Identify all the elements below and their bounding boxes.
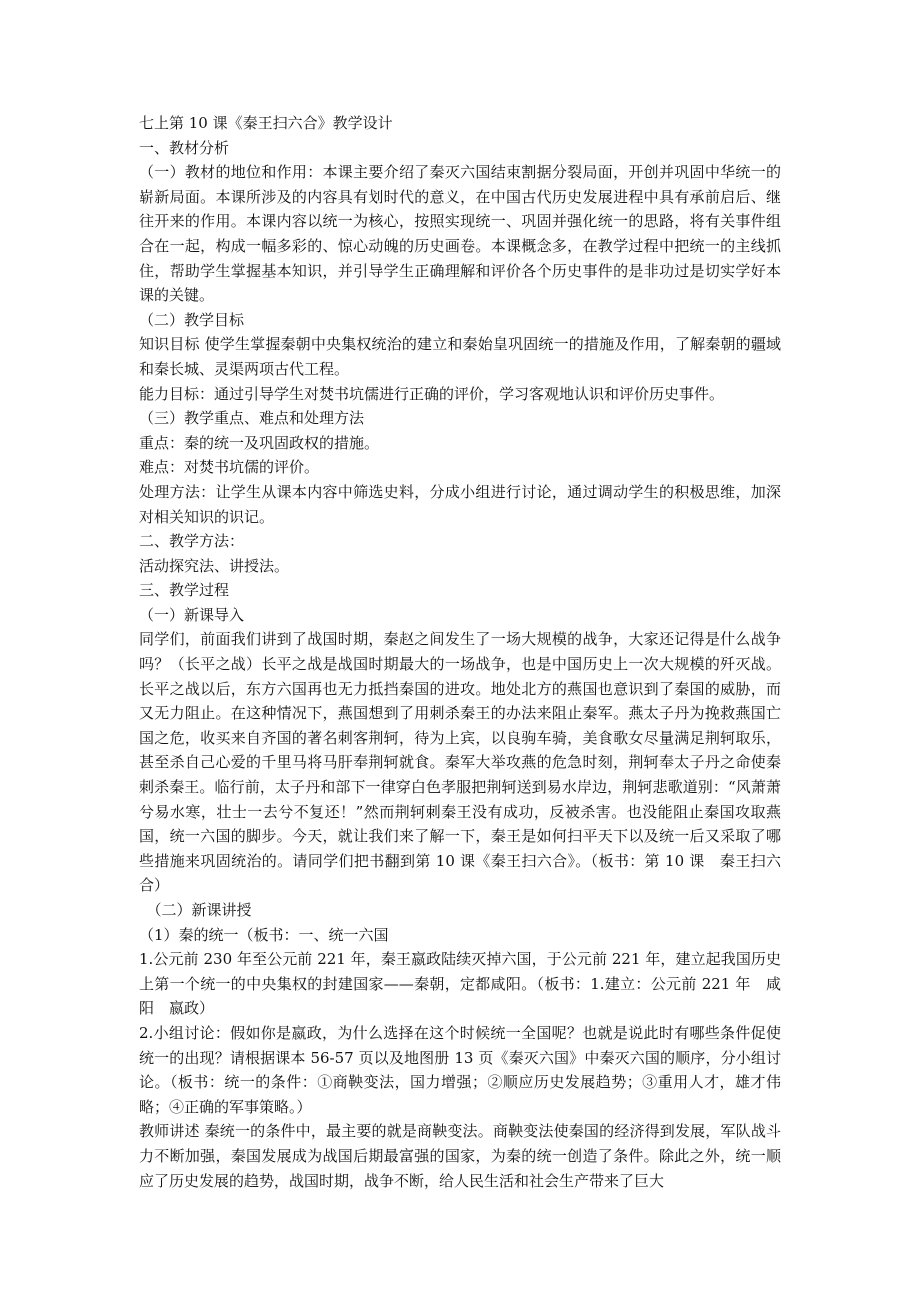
subheading-introduction: （一）新课导入 [139,605,245,624]
section-heading-analysis: 一、教材分析 [139,138,230,157]
paragraph-handling-method: 处理方法：让学生从课本内容中筛选史料，分成小组进行讨论，通过调动学生的积极思维，加深对相关知识的识记。 [139,482,781,526]
paragraph-unification-heading: （1）秦的统一（板书：一、统一六国 [139,925,389,944]
paragraph-key-point: 重点：秦的统一及巩固政权的措施。 [139,433,380,452]
paragraph-teacher-lecture: 教师讲述 秦统一的条件中，最主要的就是商鞅变法。商鞅变法使秦国的经济得到发展，军队战斗力不断加强，秦国发展成为战国后期最富强的国家，为秦的统一创造了条件。除此之外，统一顺应了历史发展的趋势，战国时期，战争不断，给人民生活和社会生产带来了巨大 [139,1122,781,1190]
paragraph-ability-goal: 能力目标：通过引导学生对焚书坑儒进行正确的评价，学习客观地认识和评价历史事件。 [139,384,725,403]
paragraph-point-1: 1.公元前 230 年至公元前 221 年，秦王嬴政陆续灭掉六国，于公元前 221 年，建立起我国历史上第一个统一的中央集权的封建国家——秦朝，定都咸阳。（板书：1.建立：公元前 221 年 咸阳 嬴政） [139,950,781,1018]
paragraph-difficulty: 难点：对焚书坑儒的评价。 [139,458,320,477]
section-heading-process: 三、教学过程 [139,581,230,600]
section-heading-methods: 二、教学方法： [139,532,245,551]
paragraph-point-2: 2.小组讨论：假如你是嬴政，为什么选择在这个时候统一全国呢？也就是说此时有哪些条件促使统一的出现？请根据课本 56-57 页以及地图册 13 页《秦灭六国》中秦灭六国的顺序，分小组讨论。（板书：统一的条件：①商鞅变法，国力增强；②顺应历史发展趋势；③重用人才，雄才伟略；④正确的军事策略。） [139,1023,781,1116]
subheading-key-points: （三）教学重点、难点和处理方法 [139,409,365,428]
paragraph-status-role: （一）教材的地位和作用：本课主要介绍了秦灭六国结束割据分裂局面，开创并巩固中华统一的崭新局面。本课所涉及的内容具有划时代的意义，在中国古代历史发展进程中具有承前启后、继往开来的作用。本课内容以统一为核心，按照实现统一、巩固并强化统一的思路，将有关事件组合在一起，构成一幅多彩的、惊心动魄的历史画卷。本课概念多，在教学过程中把统一的主线抓住，帮助学生掌握基本知识，并引导学生正确理解和评价各个历史事件的是非功过是切实学好本课的关键。 [139,163,781,305]
paragraph-introduction: 同学们，前面我们讲到了战国时期，秦赵之间发生了一场大规模的战争，大家还记得是什么战争吗？（长平之战）长平之战是战国时期最大的一场战争，也是中国历史上一次大规模的歼灭战。长平之战以后，东方六国再也无力抵挡秦国的进攻。地处北方的燕国也意识到了秦国的威胁，而又无力阻止。在这种情况下，燕国想到了用刺杀秦王的办法来阻止秦军。燕太子丹为挽救燕国亡国之危，收买来自齐国的著名刺客荆轲，待为上宾，以良驹车骑，美食歌女尽量满足荆轲取乐，甚至杀自己心爱的千里马将马肝奉荆轲就食。秦军大举攻燕的危急时刻，荆轲奉太子丹之命使秦刺杀秦王。临行前，太子丹和部下一律穿白色孝服把荆轲送到易水岸边，荆轲悲歌道别：“风萧萧兮易水寒，壮士一去兮不复还！”然而荆轲刺秦王没有成功，反被杀害。也没能阻止秦国攻取燕国，统一六国的脚步。今天，就让我们来了解一下，秦王是如何扫平天下以及统一后又采取了哪些措施来巩固统治的。请同学们把书翻到第 10 课《秦王扫六合》。（板书：第 10 课 秦王扫六合） [139,630,781,895]
subheading-new-lesson: （二）新课讲授 [139,901,252,919]
paragraph-knowledge-goal: 知识目标 使学生掌握秦朝中央集权统治的建立和秦始皇巩固统一的措施及作用，了解秦朝的疆域和秦长城、灵渠两项古代工程。 [139,335,781,378]
document-body [139,111,781,1193]
document-title: 七上第 10 课《秦王扫六合》教学设计 [139,114,393,132]
paragraph-methods: 活动探究法、讲授法。 [139,556,290,575]
subheading-goals: （二）教学目标 [139,310,245,329]
